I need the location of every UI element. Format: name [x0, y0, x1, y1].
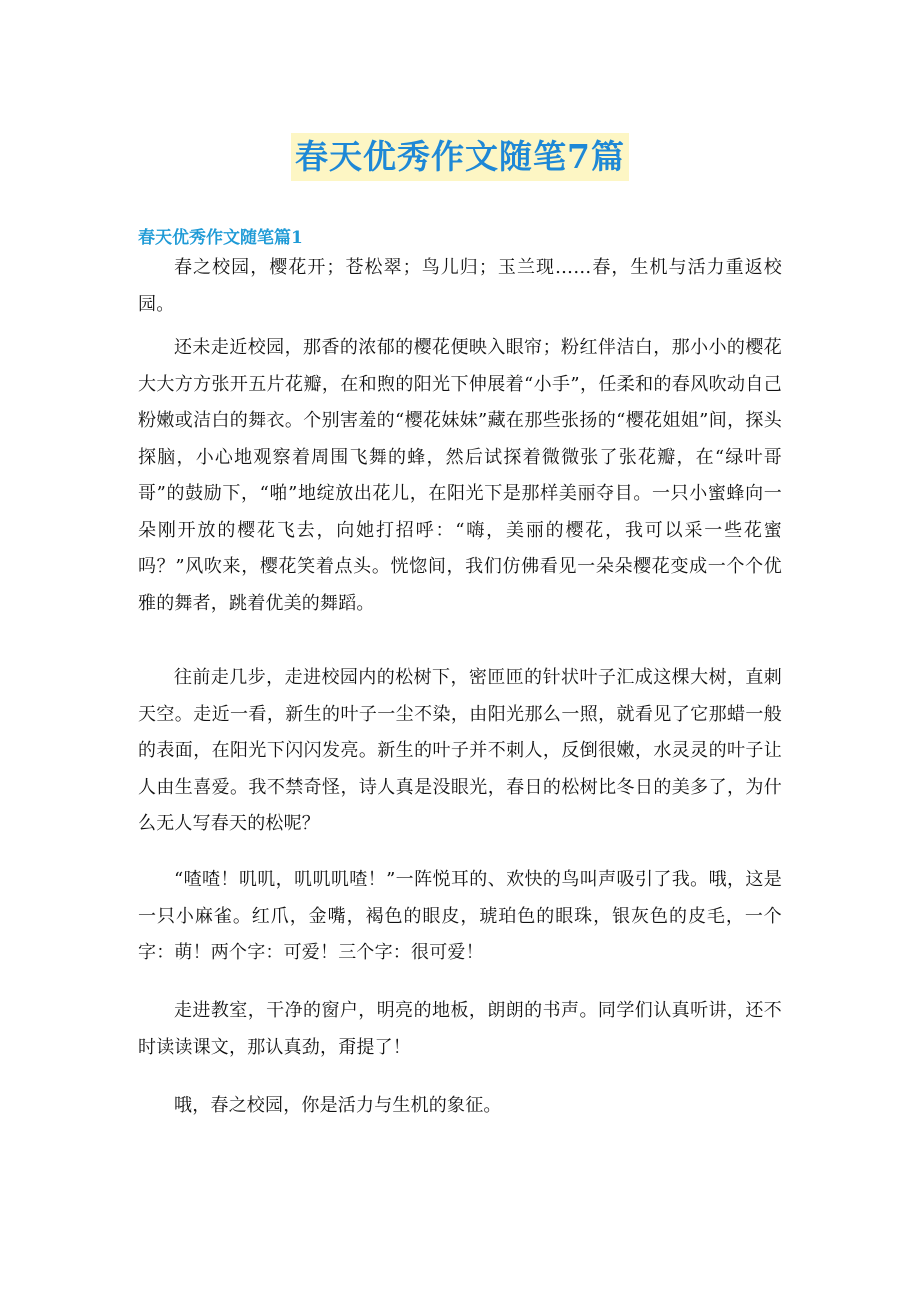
title-container	[0, 133, 920, 181]
paragraph-3: 往前走几步，走进校园内的松树下，密匝匝的针状叶子汇成这棵大树，直刺天空。走近一看，新生的叶子一尘不染，由阳光那么一照，就看见了它那蜡一般的表面，在阳光下闪闪发亮。新生的叶子并不刺人，反倒很嫩，水灵灵的叶子让人由生喜爱。我不禁奇怪，诗人真是没眼光，春日的松树比冬日的美多了，为什么无人写春天的松呢？	[138, 667, 782, 834]
paragraph-6: 哦，春之校园，你是活力与生机的象征。	[174, 1095, 502, 1116]
paragraph-5: 走进教室，干净的窗户，明亮的地板，朗朗的书声。同学们认真听讲，还不时读读课文，那认真劲，甭提了！	[138, 1000, 782, 1058]
paragraph-1: 春之校园，樱花开；苍松翠；鸟儿归；玉兰现……春，生机与活力重返校园。	[138, 257, 782, 315]
section-title: 春天优秀作文随笔篇1	[138, 228, 303, 248]
paragraph-4: “喳喳！叽叽，叽叽叽喳！”一阵悦耳的、欢快的鸟叫声吸引了我。哦，这是一只小麻雀。红爪，金嘴，褐色的眼皮，琥珀色的眼珠，银灰色的皮毛，一个字：萌！两个字：可爱！三个字：很可爱！	[138, 869, 782, 963]
document-title: 春天优秀作文随笔7篇	[291, 133, 629, 181]
paragraph-2: 还未走近校园，那香的浓郁的樱花便映入眼帘；粉红伴洁白，那小小的樱花大大方方张开五片花瓣，在和煦的阳光下伸展着“小手”，任柔和的春风吹动自己粉嫩或洁白的舞衣。个别害羞的“樱花妹妹”藏在那些张扬的“樱花姐姐”间，探头探脑，小心地观察着周围飞舞的蜂，然后试探着微微张了张花瓣，在“绿叶哥哥”的鼓励下，“啪”地绽放出花儿，在阳光下是那样美丽夺目。一只小蜜蜂向一朵刚开放的樱花飞去，向她打招呼：“嗨，美丽的樱花，我可以采一些花蜜吗？”风吹来，樱花笑着点头。恍惚间，我们仿佛看见一朵朵樱花变成一个个优雅的舞者，跳着优美的舞蹈。	[138, 337, 782, 614]
